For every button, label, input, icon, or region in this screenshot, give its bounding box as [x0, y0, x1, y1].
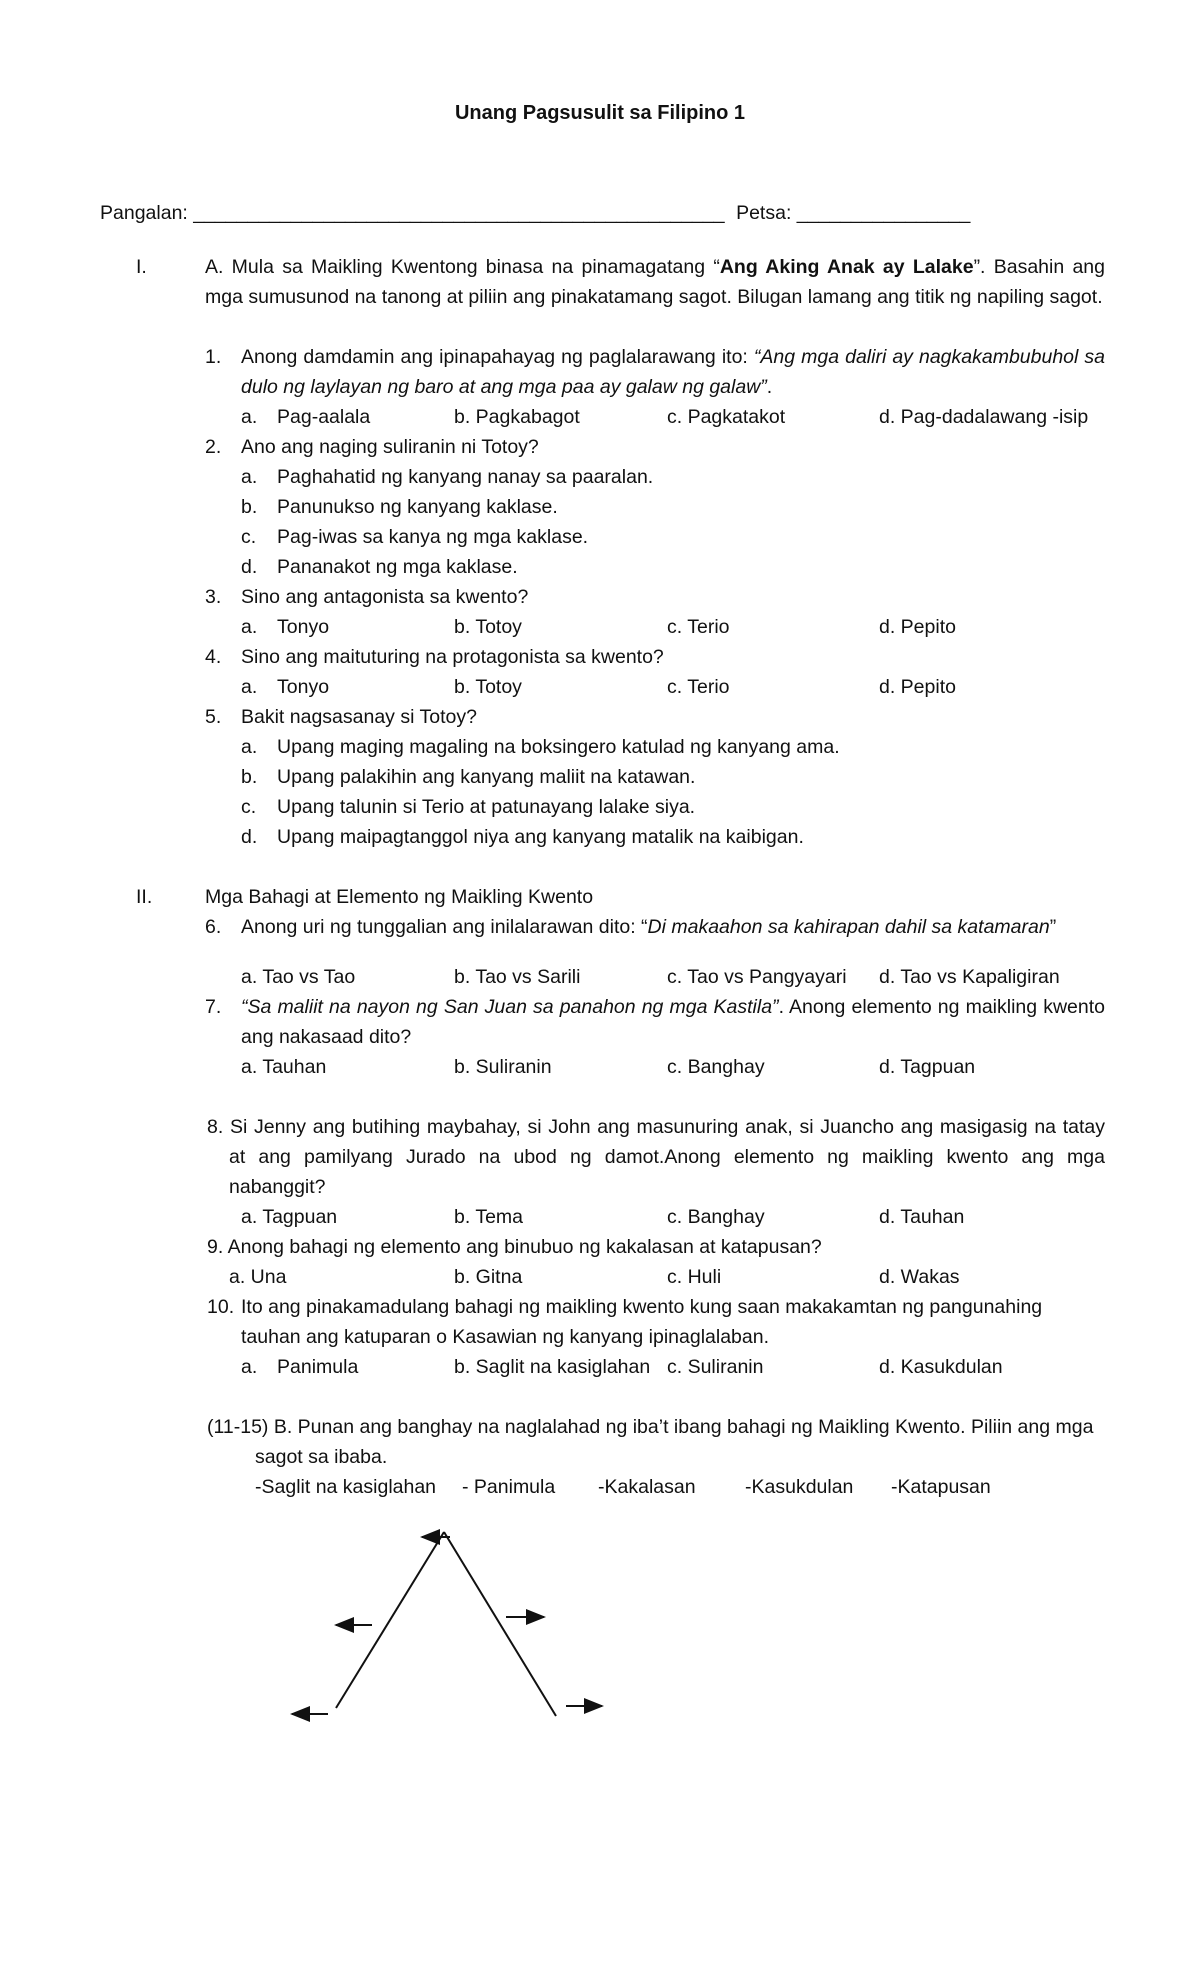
question-10-options: a. Panimula b. Saglit na kasiglahan c. Suliranin d. Kasukdulan	[241, 1356, 1003, 1378]
choice-panimula: - Panimula	[462, 1476, 556, 1498]
part1-roman: I.	[136, 256, 147, 278]
question-8-options: a. Tagpuan b. Tema c. Banghay d. Tauhan	[241, 1206, 965, 1228]
choice-kasukdulan: -Kasukdulan	[745, 1476, 854, 1498]
question-8: 8. Si Jenny ang butihing maybahay, si John ang masunuring anak, si Juancho ang masigasig na tatay at ang pamilyang Jurado na ubod ng damot.Anong elemento ng maikling kwento ang mga nabanggit?	[207, 1116, 1105, 1198]
question-7-options: a. Tauhan b. Suliranin c. Banghay d. Tagpuan	[241, 1056, 976, 1078]
choice-katapusan: -Katapusan	[891, 1476, 991, 1498]
part-b-instruction: (11-15) B. Punan ang banghay na naglalahad ng iba’t ibang bahagi ng Maikling Kwento. Piliin ang mga sagot sa ibaba.	[207, 1416, 1094, 1468]
choice-kakalasan: -Kakalasan	[598, 1476, 696, 1498]
question-9: 9. Anong bahagi ng elemento ang binubuo ng kakalasan at katapusan?	[207, 1236, 822, 1258]
question-6-options: a. Tao vs Tao b. Tao vs Sarili c. Tao vs Pangyayari d. Tao vs Kapaligiran	[241, 966, 1060, 988]
page-title: Unang Pagsusulit sa Filipino 1	[454, 102, 746, 124]
question-9-options: a. Una b. Gitna c. Huli d. Wakas	[229, 1266, 960, 1288]
date-blank[interactable]: ________________	[796, 202, 971, 224]
name-blank[interactable]: _________________________________________________	[193, 202, 725, 224]
part1-instruction: A. Mula sa Maikling Kwentong binasa na pinamagatang “Ang Aking Anak ay Lalake”. Basahin ang mga sumusunod na tanong at piliin ang pinakatamang sagot. Bilugan lamang ang titik ng napiling sagot.	[205, 256, 1105, 308]
choice-saglit: -Saglit na kasiglahan	[255, 1476, 437, 1498]
name-label: Pangalan:	[100, 202, 188, 224]
question-3-options: a. Tonyo b. Totoy c. Terio d. Pepito	[241, 616, 956, 638]
date-label: Petsa:	[736, 202, 792, 224]
name-date-line	[100, 198, 1000, 228]
question-1-options: a. Pag-aalala b. Pagkabagot c. Pagkatakot d. Pag-dadalawang -isip	[241, 406, 1089, 428]
part-b-choices	[0, 1472, 1200, 1502]
part2-roman: II.	[136, 886, 153, 908]
plot-falling-line	[444, 1532, 556, 1716]
part2-heading: Mga Bahagi at Elemento ng Maikling Kwento	[205, 886, 594, 908]
plot-rising-line	[336, 1532, 444, 1708]
question-4-options: a. Tonyo b. Totoy c. Terio d. Pepito	[241, 676, 956, 698]
